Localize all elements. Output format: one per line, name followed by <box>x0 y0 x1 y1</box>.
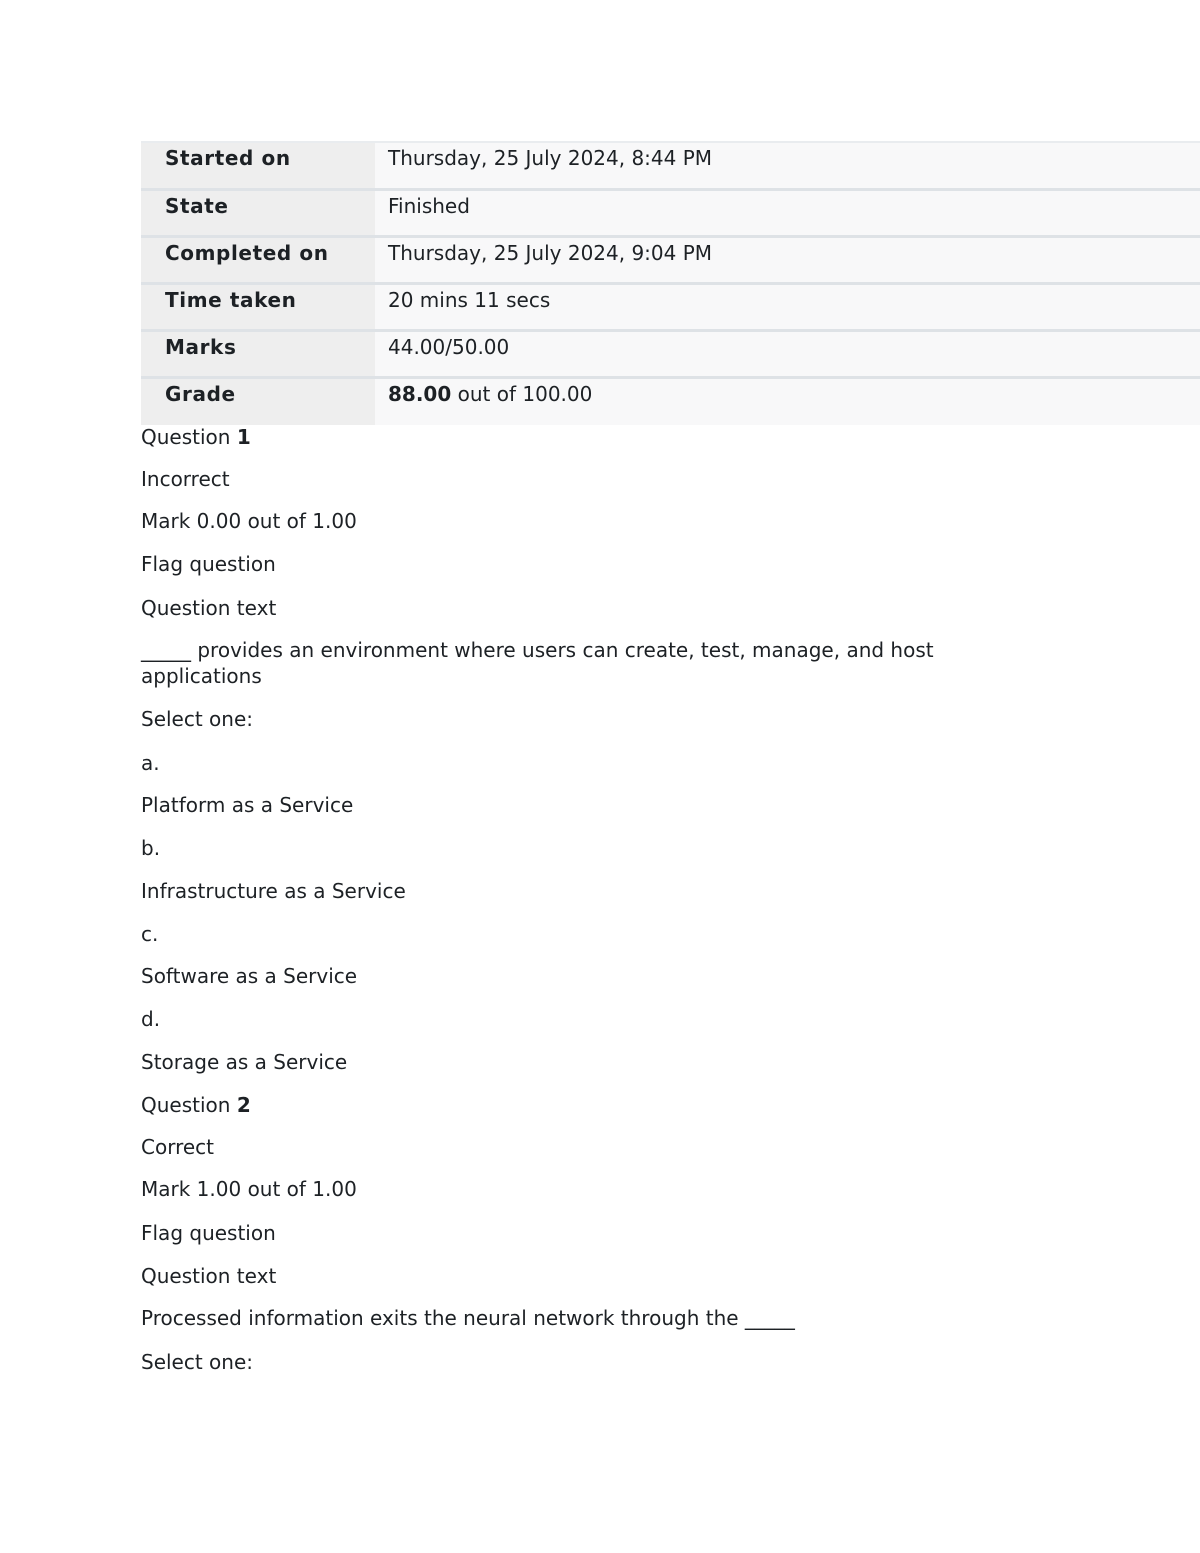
option-c-text[interactable]: Software as a Service <box>141 964 358 988</box>
question-1-prompt: Select one: <box>141 707 254 731</box>
quiz-summary-table <box>141 141 1200 425</box>
summary-row-grade <box>141 378 1200 426</box>
question-1-text: _____ provides an environment where users can create, test, manage, and host applications <box>141 638 934 688</box>
question-1-mark: Mark 0.00 out of 1.00 <box>141 509 357 533</box>
summary-label: Marks <box>141 331 375 378</box>
option-b-letter[interactable]: b. <box>141 836 161 860</box>
summary-value: Finished <box>375 190 1200 237</box>
question-number: 2 <box>236 1093 251 1117</box>
option-a-text[interactable]: Platform as a Service <box>141 793 354 817</box>
option-b-text[interactable]: Infrastructure as a Service <box>141 879 406 903</box>
option-a-letter[interactable]: a. <box>141 751 160 775</box>
summary-label: Started on <box>141 142 375 190</box>
summary-row-started-on <box>141 142 1200 190</box>
question-2-heading <box>141 1092 251 1118</box>
option-c-letter[interactable]: c. <box>141 922 159 946</box>
summary-label: Time taken <box>141 284 375 331</box>
question-2-state: Correct <box>141 1135 214 1159</box>
option-d-letter[interactable]: d. <box>141 1007 161 1031</box>
question-2-text: Processed information exits the neural network through the _____ <box>141 1306 795 1330</box>
question-1-state: Incorrect <box>141 467 230 491</box>
question-1-flag-link[interactable]: Flag question <box>141 552 276 576</box>
option-d-text[interactable]: Storage as a Service <box>141 1050 348 1074</box>
question-prefix: Question <box>141 1093 237 1117</box>
summary-value: Thursday, 25 July 2024, 8:44 PM <box>375 142 1200 190</box>
question-1-text-heading: Question text <box>141 596 277 620</box>
question-number: 1 <box>236 425 251 449</box>
question-2-flag-link[interactable]: Flag question <box>141 1221 276 1245</box>
question-2-text-heading: Question text <box>141 1264 277 1288</box>
question-2-mark: Mark 1.00 out of 1.00 <box>141 1177 357 1201</box>
summary-row-time-taken <box>141 284 1200 331</box>
summary-value: 44.00/50.00 <box>375 331 1200 378</box>
question-1-heading <box>141 424 251 450</box>
grade-out-of: out of 100.00 <box>451 382 593 406</box>
summary-label: Grade <box>141 378 375 426</box>
summary-row-completed-on <box>141 237 1200 284</box>
summary-value: 20 mins 11 secs <box>375 284 1200 331</box>
summary-label: State <box>141 190 375 237</box>
summary-value: Thursday, 25 July 2024, 9:04 PM <box>375 237 1200 284</box>
question-prefix: Question <box>141 425 237 449</box>
summary-row-state <box>141 190 1200 237</box>
question-2-prompt: Select one: <box>141 1350 254 1374</box>
summary-value <box>375 378 1200 426</box>
grade-value: 88.00 <box>388 382 452 406</box>
summary-row-marks <box>141 331 1200 378</box>
summary-label: Completed on <box>141 237 375 284</box>
